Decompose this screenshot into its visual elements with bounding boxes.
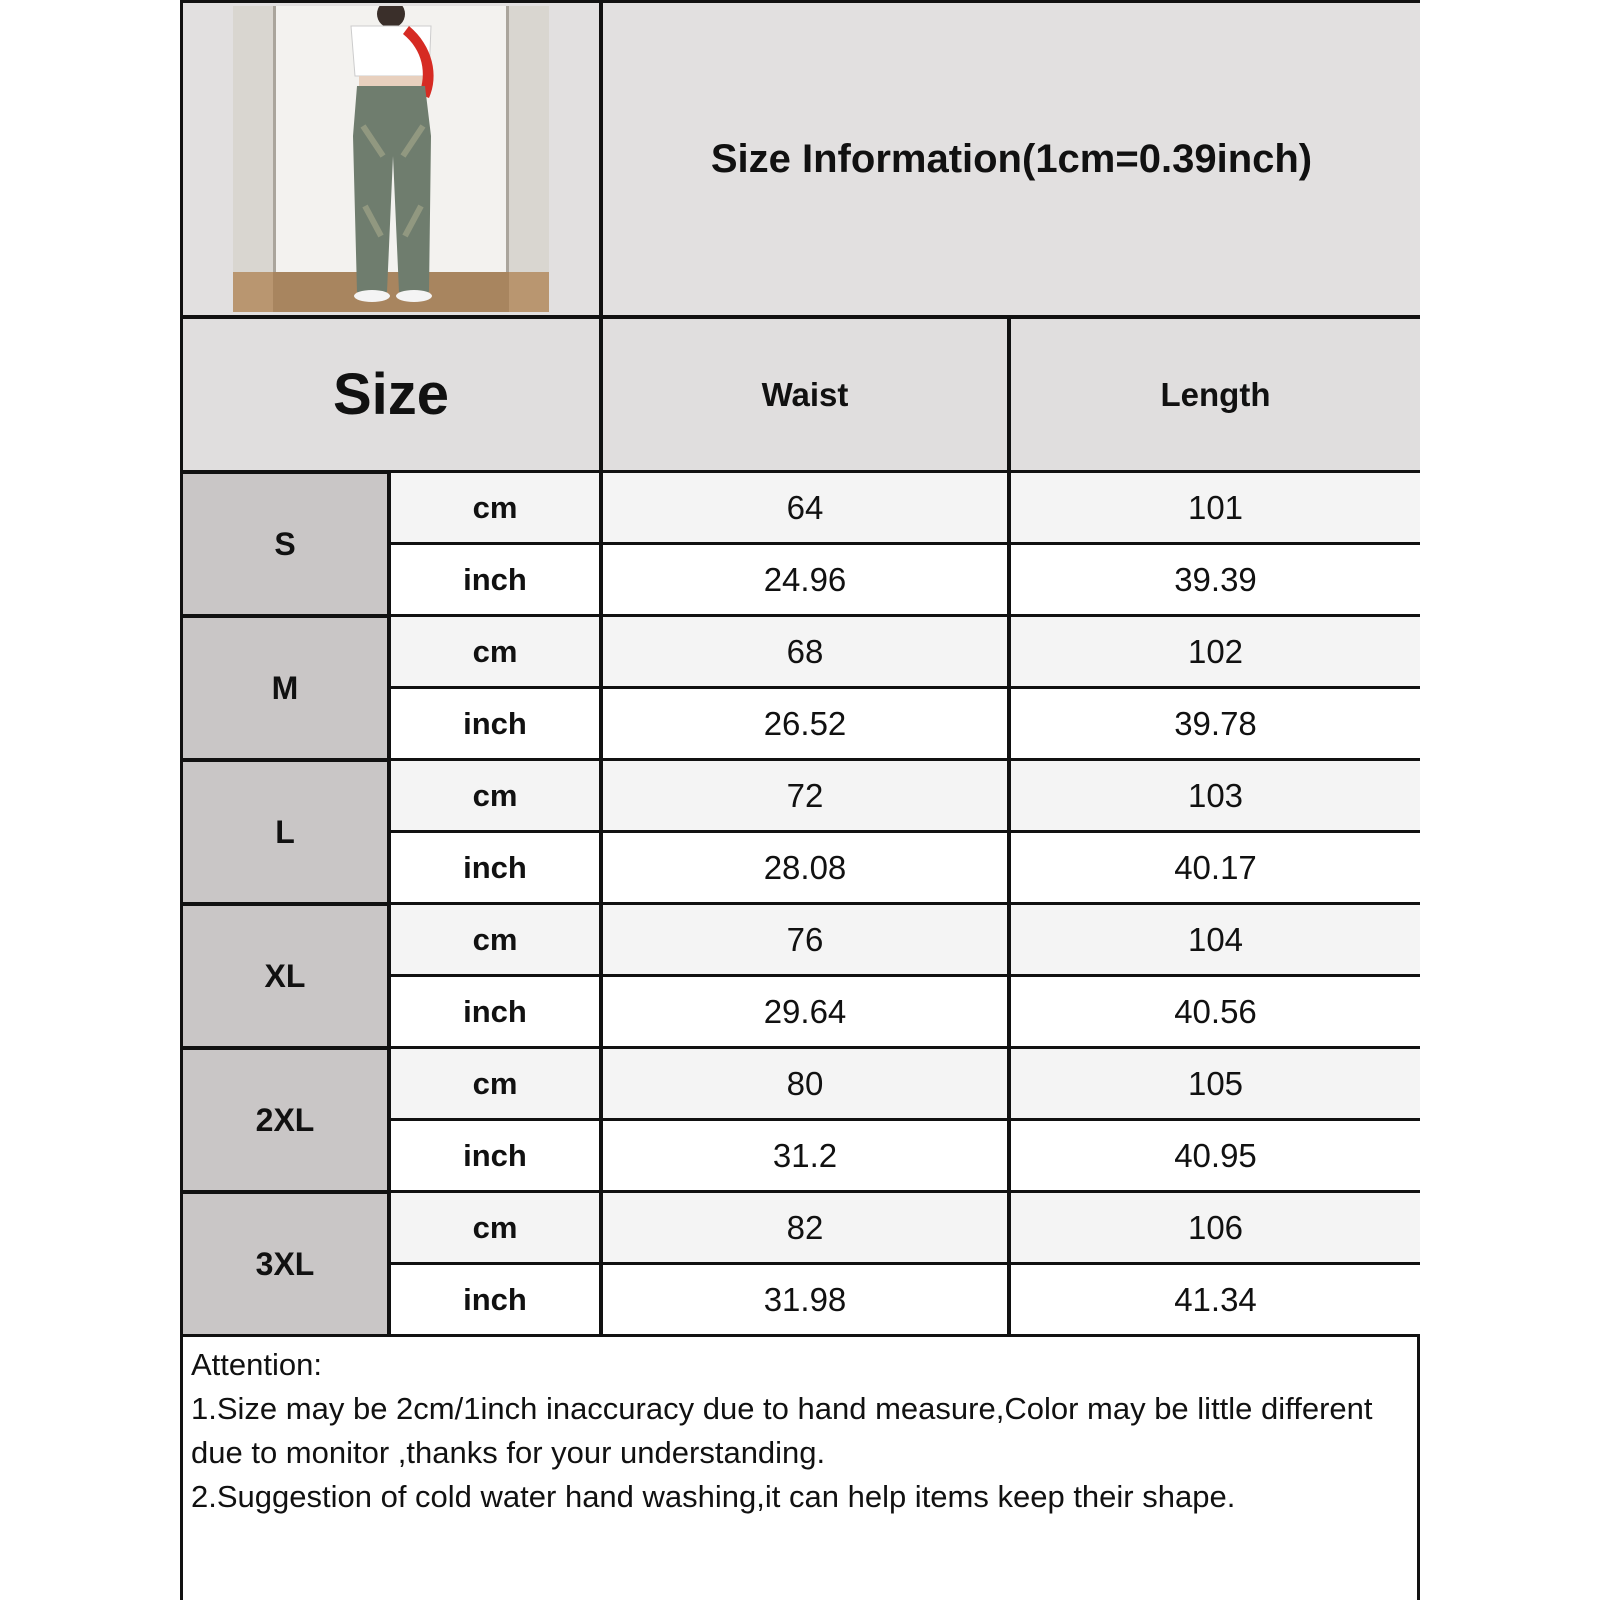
unit-cell: cm [391,614,603,686]
length-value: 40.17 [1011,830,1420,902]
length-value: 106 [1011,1190,1420,1262]
attention-line-2: 2.Suggestion of cold water hand washing,it can help items keep their shape. [191,1479,1236,1514]
waist-value: 68 [603,614,1011,686]
length-value: 39.78 [1011,686,1420,758]
waist-value: 72 [603,758,1011,830]
size-label-l: L [183,758,391,902]
attention-line-1: 1.Size may be 2cm/1inch inaccuracy due to hand measure,Color may be little different due to monitor ,thanks for your understanding. [191,1391,1382,1470]
waist-value: 82 [603,1190,1011,1262]
size-label-m: M [183,614,391,758]
length-value: 39.39 [1011,542,1420,614]
waist-value: 24.96 [603,542,1011,614]
unit-cell: inch [391,974,603,1046]
unit-cell: inch [391,1118,603,1190]
attention-notes [183,1334,1420,1600]
waist-value: 80 [603,1046,1011,1118]
length-value: 103 [1011,758,1420,830]
unit-cell: cm [391,758,603,830]
length-value: 104 [1011,902,1420,974]
waist-value: 29.64 [603,974,1011,1046]
jeans-model-photo [233,6,549,312]
length-value: 40.95 [1011,1118,1420,1190]
unit-cell: inch [391,830,603,902]
product-photo-cell [183,0,603,315]
size-chart [180,0,1420,1600]
header-size: Size [183,315,603,470]
unit-cell: inch [391,1262,603,1334]
length-value: 101 [1011,470,1420,542]
length-value: 105 [1011,1046,1420,1118]
length-value: 40.56 [1011,974,1420,1046]
unit-cell: cm [391,902,603,974]
waist-value: 31.2 [603,1118,1011,1190]
waist-value: 28.08 [603,830,1011,902]
unit-cell: inch [391,686,603,758]
waist-value: 76 [603,902,1011,974]
size-label-3xl: 3XL [183,1190,391,1334]
length-value: 102 [1011,614,1420,686]
unit-cell: inch [391,542,603,614]
length-value: 41.34 [1011,1262,1420,1334]
header-length: Length [1011,315,1420,470]
size-label-xl: XL [183,902,391,1046]
unit-cell: cm [391,1190,603,1262]
waist-value: 26.52 [603,686,1011,758]
attention-heading: Attention: [191,1347,322,1382]
header-waist: Waist [603,315,1011,470]
unit-cell: cm [391,1046,603,1118]
waist-value: 64 [603,470,1011,542]
unit-cell: cm [391,470,603,542]
waist-value: 31.98 [603,1262,1011,1334]
size-label-2xl: 2XL [183,1046,391,1190]
size-label-s: S [183,470,391,614]
size-info-title: Size Information(1cm=0.39inch) [603,0,1420,315]
